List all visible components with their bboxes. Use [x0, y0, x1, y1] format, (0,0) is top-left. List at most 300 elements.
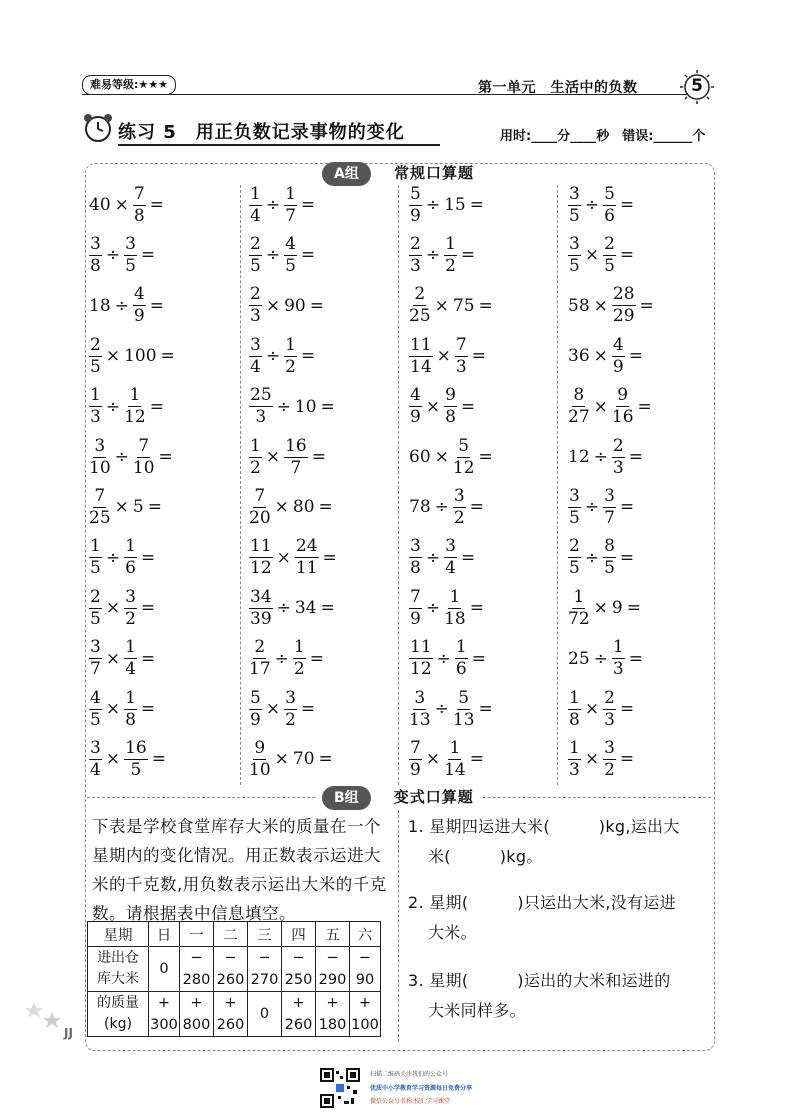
denominator: 5 [125, 255, 136, 276]
value-number: 300 [150, 1017, 178, 1033]
problem-item [248, 586, 338, 630]
operator: × [434, 447, 449, 467]
fraction [603, 183, 616, 226]
numerator: 7 [455, 334, 467, 355]
operator: = [460, 245, 476, 266]
operator: = [460, 547, 476, 568]
fraction [89, 639, 102, 678]
fraction [603, 538, 616, 577]
problem-item [567, 485, 637, 529]
value-number: 260 [216, 1017, 245, 1033]
denominator: 3 [90, 407, 101, 428]
denominator: 5 [569, 507, 580, 528]
fraction [89, 485, 111, 528]
operator: ÷ [265, 195, 281, 215]
fraction [89, 334, 102, 377]
section-b-badge: B组 [322, 786, 371, 810]
problem-item [248, 737, 336, 781]
value-sign: + [224, 995, 237, 1011]
numerator: 2 [569, 536, 580, 557]
fraction [249, 586, 273, 629]
operator: × [274, 749, 289, 770]
denominator: 6 [125, 558, 136, 579]
problem-item [567, 586, 644, 630]
fraction [444, 233, 457, 276]
problem-item [567, 284, 657, 328]
numerator: 1 [449, 586, 461, 607]
fraction [444, 586, 466, 629]
numerator: 3 [90, 637, 101, 658]
numerator: 5 [410, 183, 421, 204]
numerator: 3 [285, 687, 296, 708]
page-number: 5 [691, 76, 703, 96]
numerator: 4 [133, 284, 145, 305]
denominator: 14 [444, 759, 466, 780]
fraction [249, 286, 262, 325]
fraction [568, 485, 581, 528]
problem-item [567, 637, 646, 681]
operator: ÷ [425, 598, 441, 619]
table-header-cell: 日 [149, 922, 180, 947]
fraction [409, 286, 431, 325]
numerator: 8 [573, 385, 585, 406]
denominator: 29 [612, 306, 635, 327]
fraction [249, 233, 262, 276]
problem-item [88, 385, 167, 429]
denominator: 10 [132, 457, 155, 478]
operator: ÷ [584, 547, 600, 568]
operator: = [322, 547, 337, 568]
problem-item [248, 284, 327, 328]
value-cell [316, 947, 350, 992]
operator: ÷ [584, 195, 600, 215]
denominator: 3 [569, 759, 580, 780]
operator: = [149, 396, 164, 417]
denominator: 9 [612, 356, 624, 377]
denominator: 3 [612, 457, 624, 478]
number: 34 [294, 598, 317, 619]
fraction [444, 538, 457, 577]
numerator: 28 [612, 284, 635, 305]
problem-item [88, 586, 158, 630]
value-number: 180 [318, 1017, 347, 1033]
fraction [89, 737, 102, 780]
problem-item [88, 284, 167, 328]
value-sign: − [190, 950, 203, 966]
operator: = [628, 447, 643, 467]
fraction [409, 687, 431, 730]
fraction [568, 387, 590, 426]
operator: ÷ [425, 195, 441, 215]
question-2 [408, 888, 708, 948]
fraction [124, 538, 137, 577]
denominator: 7 [285, 205, 296, 226]
operator: = [311, 447, 326, 467]
numerator: 5 [458, 687, 470, 708]
operator: = [151, 749, 166, 770]
numerator: 3 [125, 586, 136, 607]
value-number: 260 [284, 1017, 313, 1033]
numerator: 3 [414, 687, 426, 708]
numerator: 1 [293, 637, 305, 658]
number: 70 [292, 749, 315, 770]
operator: = [300, 245, 316, 266]
corner-mark: JJ [64, 1026, 73, 1040]
operator: × [436, 346, 451, 367]
value-number: 260 [216, 972, 245, 988]
fraction [284, 334, 297, 377]
number: 40 [89, 195, 111, 215]
fraction [603, 737, 616, 780]
fraction [89, 586, 102, 629]
numerator: 1 [90, 385, 101, 406]
fraction [603, 233, 616, 276]
fraction [249, 183, 262, 226]
operator: = [300, 699, 316, 719]
denominator: 2 [285, 356, 296, 377]
operator: × [274, 497, 289, 518]
denominator: 9 [410, 407, 421, 428]
fraction [249, 485, 271, 528]
number: 80 [292, 497, 315, 518]
numerator: 1 [129, 385, 141, 406]
denominator: 7 [90, 659, 101, 680]
timing-record: 用时:____分____秒 错误:______个 [500, 129, 706, 144]
denominator: 4 [250, 205, 261, 226]
operator: × [105, 598, 121, 619]
table-header-cell: 五 [316, 922, 350, 947]
number: 25 [568, 648, 590, 669]
denominator: 5 [90, 608, 101, 629]
numerator: 1 [125, 687, 136, 708]
fraction [89, 387, 102, 426]
numerator: 2 [90, 586, 101, 607]
fraction [409, 387, 422, 426]
value-sign: − [224, 950, 237, 966]
denominator: 3 [612, 659, 624, 680]
numerator: 2 [250, 284, 261, 305]
value-number: 90 [355, 972, 375, 988]
operator: = [140, 648, 156, 669]
operator: = [469, 497, 484, 518]
problem-item [88, 334, 178, 378]
denominator: 3 [455, 356, 467, 377]
denominator: 14 [410, 356, 432, 377]
value-sign: − [258, 950, 271, 966]
operator: = [318, 497, 333, 518]
fraction [612, 334, 625, 377]
numerator: 3 [569, 485, 580, 506]
fraction [612, 639, 625, 678]
operator: = [318, 749, 333, 770]
denominator: 5 [569, 205, 580, 226]
number: 58 [568, 295, 590, 316]
value-cell [180, 992, 214, 1037]
operator: × [584, 245, 600, 266]
problem-item [88, 536, 158, 580]
problem-item [88, 183, 167, 227]
fraction [568, 737, 581, 780]
operator: = [626, 598, 641, 619]
numerator: 1 [569, 737, 580, 758]
operator: ÷ [276, 396, 291, 417]
denominator: 10 [89, 457, 111, 478]
fraction [124, 586, 137, 629]
operator: = [628, 648, 643, 669]
rice-change-table [87, 921, 381, 1037]
numerator: 1 [455, 637, 467, 658]
footer-line-3: 微信公众号名称:校汇学习课堂 [370, 1098, 451, 1105]
denominator: 3 [604, 709, 615, 730]
problem-item [408, 435, 496, 479]
value-number: 270 [250, 972, 279, 988]
operator: ÷ [434, 497, 449, 518]
fraction [89, 687, 102, 730]
numerator: 24 [295, 536, 318, 557]
fraction [612, 286, 636, 325]
operator: = [140, 547, 156, 568]
numerator: 1 [250, 183, 261, 204]
numerator: 1 [90, 536, 101, 557]
numerator: 4 [90, 687, 101, 708]
fraction [124, 387, 146, 426]
number: 36 [568, 346, 590, 367]
fraction [133, 286, 146, 325]
denominator: 20 [249, 507, 271, 528]
fraction [453, 485, 466, 528]
fraction [612, 387, 634, 426]
operator: = [140, 699, 156, 719]
value-number: 800 [182, 1017, 211, 1033]
operator: ÷ [593, 447, 608, 467]
value-cell [316, 992, 350, 1037]
numerator: 3 [445, 536, 456, 557]
problem-item [408, 637, 489, 681]
value-cell: 0 [149, 947, 180, 992]
numerator: 5 [250, 687, 261, 708]
problem-item [567, 737, 637, 781]
operator: × [434, 295, 449, 316]
denominator: 3 [255, 407, 267, 428]
title-underline [118, 144, 440, 146]
fraction [409, 737, 422, 780]
unit-title: 第一单元 生活中的负数 [478, 80, 638, 96]
operator: = [140, 245, 156, 266]
fraction [455, 639, 468, 678]
footer [320, 1068, 520, 1108]
numerator: 1 [125, 637, 136, 658]
denominator: 39 [250, 608, 272, 629]
numerator: 4 [410, 385, 421, 406]
numerator: 7 [133, 183, 145, 204]
question-3 [408, 966, 708, 1026]
operator: = [147, 497, 162, 518]
numerator: 2 [612, 435, 624, 456]
fraction [409, 183, 422, 226]
fraction [249, 538, 273, 577]
numerator: 4 [285, 233, 296, 254]
fraction [568, 538, 581, 577]
question-1 [408, 812, 708, 872]
table-row [88, 992, 381, 1037]
value-number: 100 [351, 1017, 379, 1033]
fraction [249, 387, 273, 426]
numerator: 11 [410, 637, 432, 658]
numerator: 2 [604, 687, 615, 708]
denominator: 3 [250, 306, 261, 327]
problem-item [408, 233, 478, 277]
operator: × [276, 547, 291, 568]
operator: = [619, 195, 635, 215]
value-cell: 0 [248, 992, 282, 1037]
operator: = [149, 295, 164, 316]
numerator: 9 [445, 385, 456, 406]
value-sign: + [190, 995, 203, 1011]
operator: × [105, 749, 121, 770]
problem-item [408, 284, 496, 328]
fraction [249, 639, 271, 678]
numerator: 3 [569, 183, 580, 204]
operator: ÷ [434, 699, 449, 719]
numerator: 11 [410, 334, 432, 355]
problem-item [408, 737, 487, 781]
value-number: 250 [284, 972, 313, 988]
row-label-line: 库大米 [97, 971, 139, 987]
problem-item [88, 485, 165, 529]
fraction [603, 687, 616, 730]
operator: = [628, 346, 643, 367]
operator: = [619, 749, 635, 770]
value-sign: + [358, 995, 372, 1011]
operator: = [619, 245, 635, 266]
denominator: 2 [604, 759, 615, 780]
denominator: 2 [445, 255, 456, 276]
number: 10 [294, 396, 317, 417]
operator: = [160, 346, 175, 367]
operator: ÷ [105, 245, 121, 266]
fraction [452, 435, 475, 478]
operator: × [593, 598, 608, 619]
problem-item [88, 637, 158, 681]
numerator: 1 [250, 435, 261, 456]
column-divider [398, 810, 399, 1042]
operator: ÷ [265, 245, 281, 266]
operator: × [265, 295, 281, 316]
numerator: 16 [285, 435, 307, 456]
question-line: 米( )kg。 [428, 847, 543, 866]
denominator: 5 [90, 709, 101, 730]
problem-item [248, 385, 338, 429]
operator: = [619, 547, 635, 568]
number: 60 [409, 447, 431, 467]
operator: × [584, 749, 600, 770]
numerator: 3 [453, 485, 465, 506]
denominator: 6 [604, 205, 615, 226]
operator: = [471, 346, 486, 367]
number: 5 [132, 497, 144, 518]
footer-line-2: 优质中小学教育学习资源每日免费分享 [370, 1085, 473, 1092]
operator: = [478, 295, 493, 316]
denominator: 12 [124, 407, 146, 428]
numerator: 3 [410, 536, 421, 557]
fraction [124, 737, 148, 780]
question-line: 大米同样多。 [428, 1001, 526, 1020]
row-label-line: 的质量 [97, 995, 139, 1011]
operator: = [469, 749, 484, 770]
numerator: 2 [250, 233, 261, 254]
operator: = [471, 648, 486, 669]
value-number: 290 [318, 972, 347, 988]
table-header-cell: 四 [282, 922, 316, 947]
operator: × [593, 396, 608, 417]
denominator: 7 [604, 507, 615, 528]
fraction [124, 639, 137, 678]
value-sign: − [326, 950, 339, 966]
value-sign: − [358, 950, 372, 966]
operator: × [105, 648, 121, 669]
problem-item [408, 586, 487, 630]
numerator: 7 [410, 586, 421, 607]
problem-item [408, 687, 496, 731]
denominator: 5 [130, 759, 142, 780]
page-number-badge [678, 68, 716, 106]
operator: = [469, 598, 484, 619]
value-cell [350, 992, 381, 1037]
denominator: 8 [133, 205, 145, 226]
denominator: 27 [568, 407, 590, 428]
numerator: 1 [445, 233, 456, 254]
fraction [409, 586, 422, 629]
operator: × [114, 195, 129, 215]
table-header-cell: 二 [214, 922, 248, 947]
fraction [603, 485, 616, 528]
numerator: 3 [569, 233, 580, 254]
row-label-cell [88, 947, 149, 992]
denominator: 2 [285, 709, 296, 730]
denominator: 2 [250, 457, 261, 478]
numerator: 5 [458, 435, 470, 456]
problem-item [567, 687, 637, 731]
fraction [444, 387, 457, 426]
exercise-title: 练习 5 用正负数记录事物的变化 [118, 122, 405, 143]
problem-item [567, 334, 646, 378]
table-header-row [88, 922, 381, 947]
operator: = [300, 195, 316, 215]
fraction [284, 233, 297, 276]
column-divider [240, 185, 241, 785]
operator: × [584, 699, 600, 719]
denominator: 10 [249, 759, 271, 780]
denominator: 12 [250, 558, 272, 579]
numerator: 3 [90, 233, 101, 254]
denominator: 13 [409, 709, 431, 730]
denominator: 17 [249, 659, 271, 680]
operator: = [478, 699, 493, 719]
number: 15 [444, 195, 466, 215]
denominator: 9 [410, 205, 421, 226]
denominator: 4 [250, 356, 261, 377]
operator: ÷ [105, 547, 121, 568]
section-a-badge: A组 [322, 162, 371, 186]
fraction [444, 737, 466, 780]
denominator: 8 [125, 709, 136, 730]
fraction [409, 538, 422, 577]
fraction [455, 334, 468, 377]
numerator: 2 [254, 637, 266, 658]
numerator: 1 [285, 334, 296, 355]
numerator: 7 [138, 435, 150, 456]
denominator: 11 [295, 558, 318, 579]
